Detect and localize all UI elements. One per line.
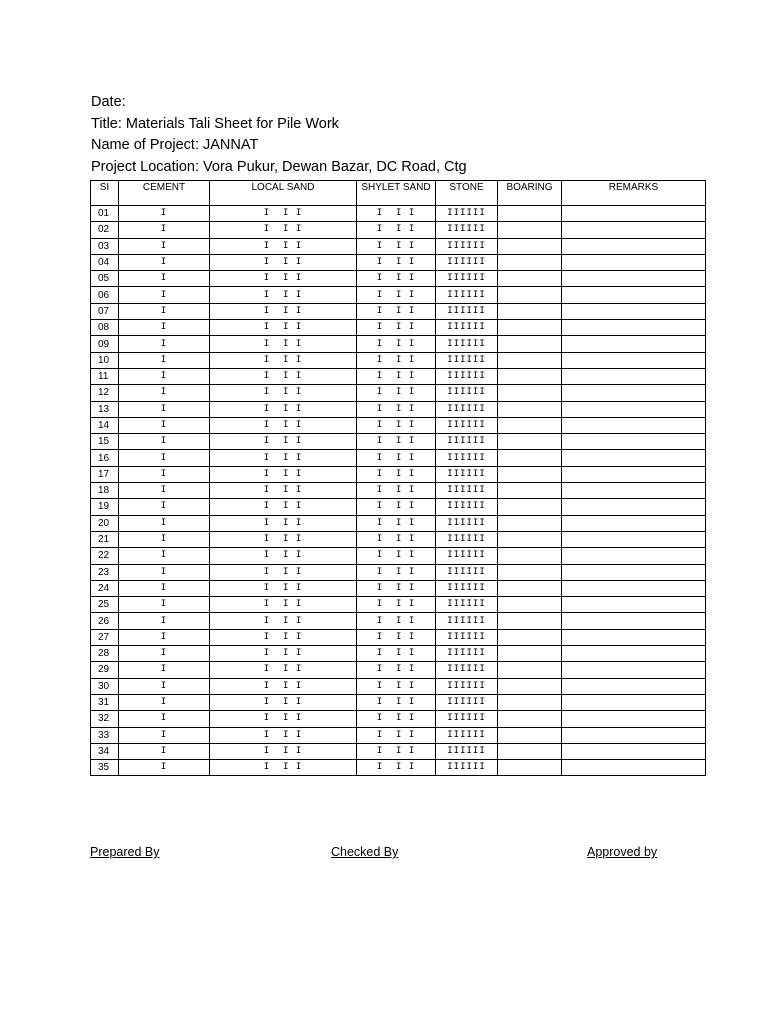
boaring-cell xyxy=(498,629,562,645)
shylet-sand-mark: I I I xyxy=(357,303,436,319)
boaring-cell xyxy=(498,368,562,384)
table-row xyxy=(91,401,706,417)
row-serial-number: 17 xyxy=(91,466,119,482)
table-row xyxy=(91,466,706,482)
table-row xyxy=(91,694,706,710)
remarks-cell xyxy=(562,499,706,515)
cement-mark: I xyxy=(119,531,210,547)
shylet-sand-mark: I I I xyxy=(357,678,436,694)
local-sand-mark: I I I xyxy=(210,450,357,466)
boaring-cell xyxy=(498,515,562,531)
row-serial-number: 24 xyxy=(91,580,119,596)
shylet-sand-mark: I I I xyxy=(357,401,436,417)
remarks-cell xyxy=(562,336,706,352)
stone-mark: IIIIII xyxy=(436,711,498,727)
local-sand-mark: I I I xyxy=(210,499,357,515)
table-row xyxy=(91,483,706,499)
boaring-cell xyxy=(498,499,562,515)
shylet-sand-mark: I I I xyxy=(357,320,436,336)
cement-mark: I xyxy=(119,711,210,727)
boaring-cell xyxy=(498,597,562,613)
shylet-sand-mark: I I I xyxy=(357,613,436,629)
row-serial-number: 11 xyxy=(91,368,119,384)
boaring-cell xyxy=(498,352,562,368)
shylet-sand-mark: I I I xyxy=(357,287,436,303)
remarks-cell xyxy=(562,466,706,482)
column-header-stone: STONE xyxy=(436,181,498,198)
shylet-sand-mark: I I I xyxy=(357,222,436,238)
local-sand-mark: I I I xyxy=(210,434,357,450)
stone-mark: IIIIII xyxy=(436,385,498,401)
table-row xyxy=(91,336,706,352)
row-serial-number: 05 xyxy=(91,271,119,287)
local-sand-mark: I I I xyxy=(210,238,357,254)
local-sand-mark: I I I xyxy=(210,564,357,580)
tally-table-body xyxy=(91,206,706,776)
local-sand-mark: I I I xyxy=(210,662,357,678)
local-sand-mark: I I I xyxy=(210,760,357,776)
local-sand-mark: I I I xyxy=(210,320,357,336)
local-sand-mark: I I I xyxy=(210,597,357,613)
column-header-local-sand: LOCAL SAND xyxy=(210,181,357,198)
table-row xyxy=(91,678,706,694)
cement-mark: I xyxy=(119,678,210,694)
remarks-cell xyxy=(562,580,706,596)
table-row xyxy=(91,629,706,645)
stone-mark: IIIIII xyxy=(436,320,498,336)
row-serial-number: 21 xyxy=(91,531,119,547)
local-sand-mark: I I I xyxy=(210,629,357,645)
stone-mark: IIIIII xyxy=(436,743,498,759)
table-row xyxy=(91,320,706,336)
remarks-cell xyxy=(562,222,706,238)
stone-mark: IIIIII xyxy=(436,222,498,238)
cement-mark: I xyxy=(119,597,210,613)
table-row xyxy=(91,499,706,515)
local-sand-mark: I I I xyxy=(210,222,357,238)
boaring-cell xyxy=(498,646,562,662)
local-sand-mark: I I I xyxy=(210,368,357,384)
remarks-cell xyxy=(562,727,706,743)
local-sand-mark: I I I xyxy=(210,271,357,287)
table-row xyxy=(91,206,706,222)
stone-mark: IIIIII xyxy=(436,580,498,596)
remarks-cell xyxy=(562,646,706,662)
shylet-sand-mark: I I I xyxy=(357,466,436,482)
boaring-cell xyxy=(498,694,562,710)
row-serial-number: 31 xyxy=(91,694,119,710)
boaring-cell xyxy=(498,743,562,759)
table-row xyxy=(91,238,706,254)
shylet-sand-mark: I I I xyxy=(357,760,436,776)
local-sand-mark: I I I xyxy=(210,352,357,368)
remarks-cell xyxy=(562,254,706,270)
cement-mark: I xyxy=(119,613,210,629)
shylet-sand-mark: I I I xyxy=(357,450,436,466)
shylet-sand-mark: I I I xyxy=(357,368,436,384)
stone-mark: IIIIII xyxy=(436,303,498,319)
boaring-cell xyxy=(498,760,562,776)
table-row xyxy=(91,254,706,270)
cement-mark: I xyxy=(119,238,210,254)
shylet-sand-mark: I I I xyxy=(357,662,436,678)
stone-mark: IIIIII xyxy=(436,254,498,270)
stone-mark: IIIIII xyxy=(436,515,498,531)
cement-mark: I xyxy=(119,760,210,776)
table-row xyxy=(91,515,706,531)
local-sand-mark: I I I xyxy=(210,515,357,531)
boaring-cell xyxy=(498,417,562,433)
boaring-cell xyxy=(498,613,562,629)
stone-mark: IIIIII xyxy=(436,629,498,645)
local-sand-mark: I I I xyxy=(210,336,357,352)
row-serial-number: 15 xyxy=(91,434,119,450)
remarks-cell xyxy=(562,206,706,222)
cement-mark: I xyxy=(119,271,210,287)
table-row xyxy=(91,271,706,287)
shylet-sand-mark: I I I xyxy=(357,483,436,499)
local-sand-mark: I I I xyxy=(210,711,357,727)
boaring-cell xyxy=(498,434,562,450)
boaring-cell xyxy=(498,287,562,303)
stone-mark: IIIIII xyxy=(436,401,498,417)
row-serial-number: 26 xyxy=(91,613,119,629)
row-serial-number: 22 xyxy=(91,548,119,564)
boaring-cell xyxy=(498,466,562,482)
shylet-sand-mark: I I I xyxy=(357,694,436,710)
shylet-sand-mark: I I I xyxy=(357,646,436,662)
boaring-cell xyxy=(498,222,562,238)
row-serial-number: 27 xyxy=(91,629,119,645)
row-serial-number: 08 xyxy=(91,320,119,336)
table-row xyxy=(91,743,706,759)
cement-mark: I xyxy=(119,564,210,580)
shylet-sand-mark: I I I xyxy=(357,629,436,645)
local-sand-mark: I I I xyxy=(210,254,357,270)
row-serial-number: 07 xyxy=(91,303,119,319)
local-sand-mark: I I I xyxy=(210,206,357,222)
table-row xyxy=(91,662,706,678)
stone-mark: IIIIII xyxy=(436,597,498,613)
boaring-cell xyxy=(498,580,562,596)
stone-mark: IIIIII xyxy=(436,564,498,580)
stone-mark: IIIIII xyxy=(436,694,498,710)
row-serial-number: 23 xyxy=(91,564,119,580)
table-row xyxy=(91,613,706,629)
cement-mark: I xyxy=(119,662,210,678)
shylet-sand-mark: I I I xyxy=(357,336,436,352)
local-sand-mark: I I I xyxy=(210,483,357,499)
row-serial-number: 34 xyxy=(91,743,119,759)
cement-mark: I xyxy=(119,499,210,515)
boaring-cell xyxy=(498,483,562,499)
shylet-sand-mark: I I I xyxy=(357,711,436,727)
row-serial-number: 33 xyxy=(91,727,119,743)
row-serial-number: 09 xyxy=(91,336,119,352)
local-sand-mark: I I I xyxy=(210,743,357,759)
approved-by-label: Approved by xyxy=(587,845,658,859)
stone-mark: IIIIII xyxy=(436,466,498,482)
stone-mark: IIIIII xyxy=(436,206,498,222)
remarks-cell xyxy=(562,271,706,287)
stone-mark: IIIIII xyxy=(436,483,498,499)
row-serial-number: 12 xyxy=(91,385,119,401)
cement-mark: I xyxy=(119,336,210,352)
cement-mark: I xyxy=(119,743,210,759)
cement-mark: I xyxy=(119,222,210,238)
table-row xyxy=(91,303,706,319)
table-row xyxy=(91,646,706,662)
shylet-sand-mark: I I I xyxy=(357,271,436,287)
boaring-cell xyxy=(498,401,562,417)
shylet-sand-mark: I I I xyxy=(357,352,436,368)
boaring-cell xyxy=(498,548,562,564)
project-location: Project Location: Vora Pukur, Dewan Bazar, DC Road, Ctg xyxy=(91,158,467,175)
shylet-sand-mark: I I I xyxy=(357,417,436,433)
remarks-cell xyxy=(562,238,706,254)
table-row xyxy=(91,417,706,433)
document-title: Title: Materials Tali Sheet for Pile Work xyxy=(91,115,339,132)
column-header-remarks: REMARKS xyxy=(562,181,706,198)
cement-mark: I xyxy=(119,483,210,499)
table-row xyxy=(91,450,706,466)
local-sand-mark: I I I xyxy=(210,417,357,433)
cement-mark: I xyxy=(119,694,210,710)
cement-mark: I xyxy=(119,206,210,222)
row-serial-number: 28 xyxy=(91,646,119,662)
stone-mark: IIIIII xyxy=(436,531,498,547)
tally-table xyxy=(90,180,706,776)
table-row xyxy=(91,287,706,303)
remarks-cell xyxy=(562,303,706,319)
row-serial-number: 32 xyxy=(91,711,119,727)
local-sand-mark: I I I xyxy=(210,466,357,482)
boaring-cell xyxy=(498,271,562,287)
stone-mark: IIIIII xyxy=(436,238,498,254)
remarks-cell xyxy=(562,678,706,694)
cement-mark: I xyxy=(119,646,210,662)
local-sand-mark: I I I xyxy=(210,385,357,401)
checked-by-label: Checked By xyxy=(331,845,399,859)
table-row xyxy=(91,531,706,547)
local-sand-mark: I I I xyxy=(210,303,357,319)
cement-mark: I xyxy=(119,417,210,433)
remarks-cell xyxy=(562,662,706,678)
row-serial-number: 16 xyxy=(91,450,119,466)
table-row xyxy=(91,548,706,564)
remarks-cell xyxy=(562,613,706,629)
table-row xyxy=(91,434,706,450)
boaring-cell xyxy=(498,206,562,222)
stone-mark: IIIIII xyxy=(436,678,498,694)
local-sand-mark: I I I xyxy=(210,401,357,417)
table-row xyxy=(91,564,706,580)
cement-mark: I xyxy=(119,727,210,743)
shylet-sand-mark: I I I xyxy=(357,238,436,254)
cement-mark: I xyxy=(119,629,210,645)
boaring-cell xyxy=(498,564,562,580)
remarks-cell xyxy=(562,743,706,759)
cement-mark: I xyxy=(119,254,210,270)
local-sand-mark: I I I xyxy=(210,580,357,596)
row-serial-number: 18 xyxy=(91,483,119,499)
table-row xyxy=(91,727,706,743)
cement-mark: I xyxy=(119,450,210,466)
stone-mark: IIIIII xyxy=(436,646,498,662)
stone-mark: IIIIII xyxy=(436,352,498,368)
shylet-sand-mark: I I I xyxy=(357,580,436,596)
shylet-sand-mark: I I I xyxy=(357,385,436,401)
remarks-cell xyxy=(562,711,706,727)
column-header-si: SI xyxy=(91,181,119,198)
row-serial-number: 14 xyxy=(91,417,119,433)
cement-mark: I xyxy=(119,580,210,596)
boaring-cell xyxy=(498,450,562,466)
remarks-cell xyxy=(562,320,706,336)
stone-mark: IIIIII xyxy=(436,727,498,743)
shylet-sand-mark: I I I xyxy=(357,743,436,759)
row-serial-number: 20 xyxy=(91,515,119,531)
row-serial-number: 10 xyxy=(91,352,119,368)
boaring-cell xyxy=(498,254,562,270)
remarks-cell xyxy=(562,531,706,547)
local-sand-mark: I I I xyxy=(210,548,357,564)
boaring-cell xyxy=(498,711,562,727)
shylet-sand-mark: I I I xyxy=(357,499,436,515)
row-serial-number: 13 xyxy=(91,401,119,417)
shylet-sand-mark: I I I xyxy=(357,434,436,450)
row-serial-number: 06 xyxy=(91,287,119,303)
header-spacer-row xyxy=(91,197,706,206)
cement-mark: I xyxy=(119,385,210,401)
remarks-cell xyxy=(562,548,706,564)
row-serial-number: 30 xyxy=(91,678,119,694)
local-sand-mark: I I I xyxy=(210,694,357,710)
local-sand-mark: I I I xyxy=(210,613,357,629)
shylet-sand-mark: I I I xyxy=(357,548,436,564)
table-row xyxy=(91,580,706,596)
cement-mark: I xyxy=(119,466,210,482)
remarks-cell xyxy=(562,417,706,433)
table-header-row xyxy=(91,181,706,198)
remarks-cell xyxy=(562,385,706,401)
boaring-cell xyxy=(498,531,562,547)
local-sand-mark: I I I xyxy=(210,287,357,303)
shylet-sand-mark: I I I xyxy=(357,727,436,743)
stone-mark: IIIIII xyxy=(436,336,498,352)
shylet-sand-mark: I I I xyxy=(357,564,436,580)
remarks-cell xyxy=(562,515,706,531)
stone-mark: IIIIII xyxy=(436,450,498,466)
shylet-sand-mark: I I I xyxy=(357,531,436,547)
remarks-cell xyxy=(562,450,706,466)
table-row xyxy=(91,760,706,776)
table-row xyxy=(91,711,706,727)
shylet-sand-mark: I I I xyxy=(357,254,436,270)
shylet-sand-mark: I I I xyxy=(357,206,436,222)
table-row xyxy=(91,368,706,384)
row-serial-number: 04 xyxy=(91,254,119,270)
row-serial-number: 19 xyxy=(91,499,119,515)
stone-mark: IIIIII xyxy=(436,548,498,564)
boaring-cell xyxy=(498,303,562,319)
remarks-cell xyxy=(562,434,706,450)
stone-mark: IIIIII xyxy=(436,662,498,678)
row-serial-number: 01 xyxy=(91,206,119,222)
cement-mark: I xyxy=(119,320,210,336)
prepared-by-label: Prepared By xyxy=(90,845,160,859)
remarks-cell xyxy=(562,483,706,499)
cement-mark: I xyxy=(119,352,210,368)
project-name: Name of Project: JANNAT xyxy=(91,137,259,153)
row-serial-number: 35 xyxy=(91,760,119,776)
cement-mark: I xyxy=(119,401,210,417)
boaring-cell xyxy=(498,678,562,694)
cement-mark: I xyxy=(119,515,210,531)
remarks-cell xyxy=(562,352,706,368)
column-header-cement: CEMENT xyxy=(119,181,210,198)
boaring-cell xyxy=(498,336,562,352)
shylet-sand-mark: I I I xyxy=(357,515,436,531)
date-label: Date: xyxy=(91,94,126,110)
local-sand-mark: I I I xyxy=(210,531,357,547)
boaring-cell xyxy=(498,662,562,678)
remarks-cell xyxy=(562,760,706,776)
local-sand-mark: I I I xyxy=(210,646,357,662)
remarks-cell xyxy=(562,629,706,645)
row-serial-number: 29 xyxy=(91,662,119,678)
local-sand-mark: I I I xyxy=(210,678,357,694)
stone-mark: IIIIII xyxy=(436,613,498,629)
table-row xyxy=(91,222,706,238)
column-header-shylet-sand: SHYLET SAND xyxy=(357,181,436,198)
row-serial-number: 25 xyxy=(91,597,119,613)
document-header xyxy=(91,92,467,178)
local-sand-mark: I I I xyxy=(210,727,357,743)
stone-mark: IIIIII xyxy=(436,499,498,515)
boaring-cell xyxy=(498,238,562,254)
stone-mark: IIIIII xyxy=(436,434,498,450)
stone-mark: IIIIII xyxy=(436,760,498,776)
cement-mark: I xyxy=(119,368,210,384)
column-header-boaring: BOARING xyxy=(498,181,562,198)
cement-mark: I xyxy=(119,434,210,450)
remarks-cell xyxy=(562,694,706,710)
shylet-sand-mark: I I I xyxy=(357,597,436,613)
table-row xyxy=(91,352,706,368)
cement-mark: I xyxy=(119,548,210,564)
stone-mark: IIIIII xyxy=(436,417,498,433)
table-row xyxy=(91,597,706,613)
remarks-cell xyxy=(562,287,706,303)
cement-mark: I xyxy=(119,303,210,319)
cement-mark: I xyxy=(119,287,210,303)
stone-mark: IIIIII xyxy=(436,287,498,303)
boaring-cell xyxy=(498,320,562,336)
remarks-cell xyxy=(562,368,706,384)
boaring-cell xyxy=(498,385,562,401)
table-row xyxy=(91,385,706,401)
row-serial-number: 03 xyxy=(91,238,119,254)
row-serial-number: 02 xyxy=(91,222,119,238)
boaring-cell xyxy=(498,727,562,743)
remarks-cell xyxy=(562,401,706,417)
stone-mark: IIIIII xyxy=(436,368,498,384)
remarks-cell xyxy=(562,597,706,613)
stone-mark: IIIIII xyxy=(436,271,498,287)
remarks-cell xyxy=(562,564,706,580)
